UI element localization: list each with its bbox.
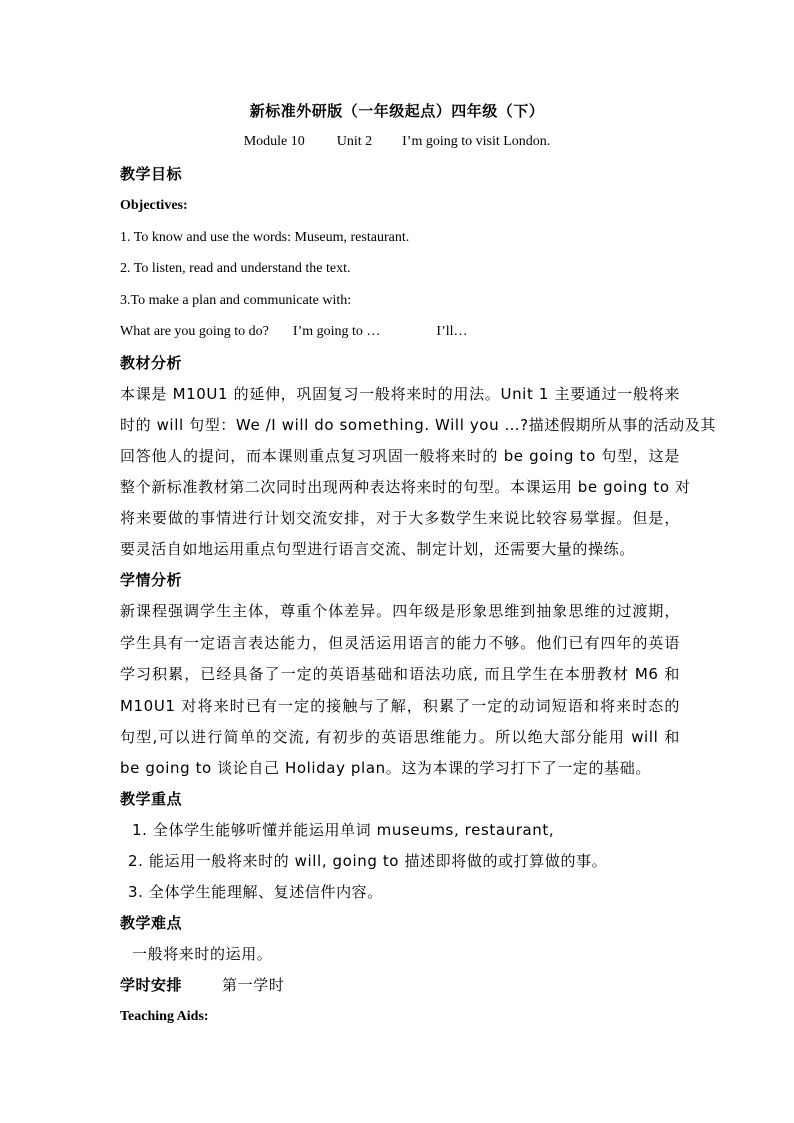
- students-line: 句型,可以进行简单的交流, 有初步的英语思维能力。所以绝大部分能用 will 和: [120, 728, 680, 746]
- objective-item: 2. To listen, read and understand the text.: [120, 261, 351, 276]
- teaching-aids-heading: Teaching Aids:: [120, 1009, 209, 1024]
- analysis-heading: 教材分析: [120, 354, 183, 372]
- objective-examples: [120, 322, 680, 342]
- key-point-item: 2. 能运用一般将来时的 will, going to 描述即将做的或打算做的事。: [128, 852, 608, 870]
- subtitle-unit: Unit 2: [336, 134, 373, 149]
- key-points-heading: 教学重点: [120, 790, 183, 808]
- students-line: 学习积累，已经具备了一定的英语基础和语法功底, 而且学生在本册教材 M6 和: [120, 665, 680, 683]
- objectives-heading-en: Objectives:: [120, 198, 188, 213]
- analysis-line: 整个新标准教材第二次同时出现两种表达将来时的句型。本课运用 be going to 对: [120, 478, 691, 496]
- key-point-item: 1. 全体学生能够听懂并能运用单词 museums, restaurant,: [132, 821, 555, 839]
- example-question: What are you going to do?: [120, 324, 269, 339]
- schedule-value: 第一学时: [222, 976, 285, 994]
- objectives-heading-cn: 教学目标: [120, 165, 183, 183]
- document-subtitle: [0, 132, 794, 152]
- example-will: I’ll…: [436, 324, 468, 339]
- document-title: 新标准外研版（一年级起点）四年级（下）: [249, 102, 545, 120]
- objective-item: 3.To make a plan and communicate with:: [120, 293, 352, 308]
- analysis-line: 时的 will 句型：We /I will do something. Will you …?描述假期所从事的活动及其: [120, 416, 716, 434]
- students-line: be going to 谈论自己 Holiday plan。这为本课的学习打下了一定的基础。: [120, 759, 651, 777]
- analysis-line: 将来要做的事情进行计划交流安排，对于大多数学生来说比较容易掌握。但是，: [120, 509, 680, 527]
- students-line: 学生具有一定语言表达能力，但灵活运用语言的能力不够。他们已有四年的英语: [120, 634, 680, 652]
- objective-item: 1. To know and use the words: Museum, restaurant.: [120, 230, 410, 245]
- difficulty-text: 一般将来时的运用。: [132, 945, 273, 963]
- schedule-row: [120, 975, 680, 996]
- subtitle-lesson: I’m going to visit London.: [402, 134, 551, 149]
- schedule-heading: 学时安排: [120, 976, 183, 994]
- subtitle-module: Module 10: [243, 134, 305, 149]
- students-line: M10U1 对将来时已有一定的接触与了解，积累了一定的动词短语和将来时态的: [120, 697, 680, 715]
- difficulty-heading: 教学难点: [120, 914, 183, 932]
- students-line: 新课程强调学生主体，尊重个体差异。四年级是形象思维到抽象思维的过渡期，: [120, 602, 680, 620]
- key-point-item: 3. 全体学生能理解、复述信件内容。: [128, 883, 383, 901]
- analysis-line: 回答他人的提问，而本课则重点复习巩固一般将来时的 be going to 句型，这是: [120, 447, 680, 465]
- example-answer: I’m going to …: [292, 324, 381, 339]
- analysis-line: 本课是 M10U1 的延伸，巩固复习一般将来时的用法。Unit 1 主要通过一般将来: [120, 385, 680, 403]
- analysis-line: 要灵活自如地运用重点句型进行语言交流、制定计划，还需要大量的操练。: [120, 540, 635, 558]
- students-heading: 学情分析: [120, 571, 183, 589]
